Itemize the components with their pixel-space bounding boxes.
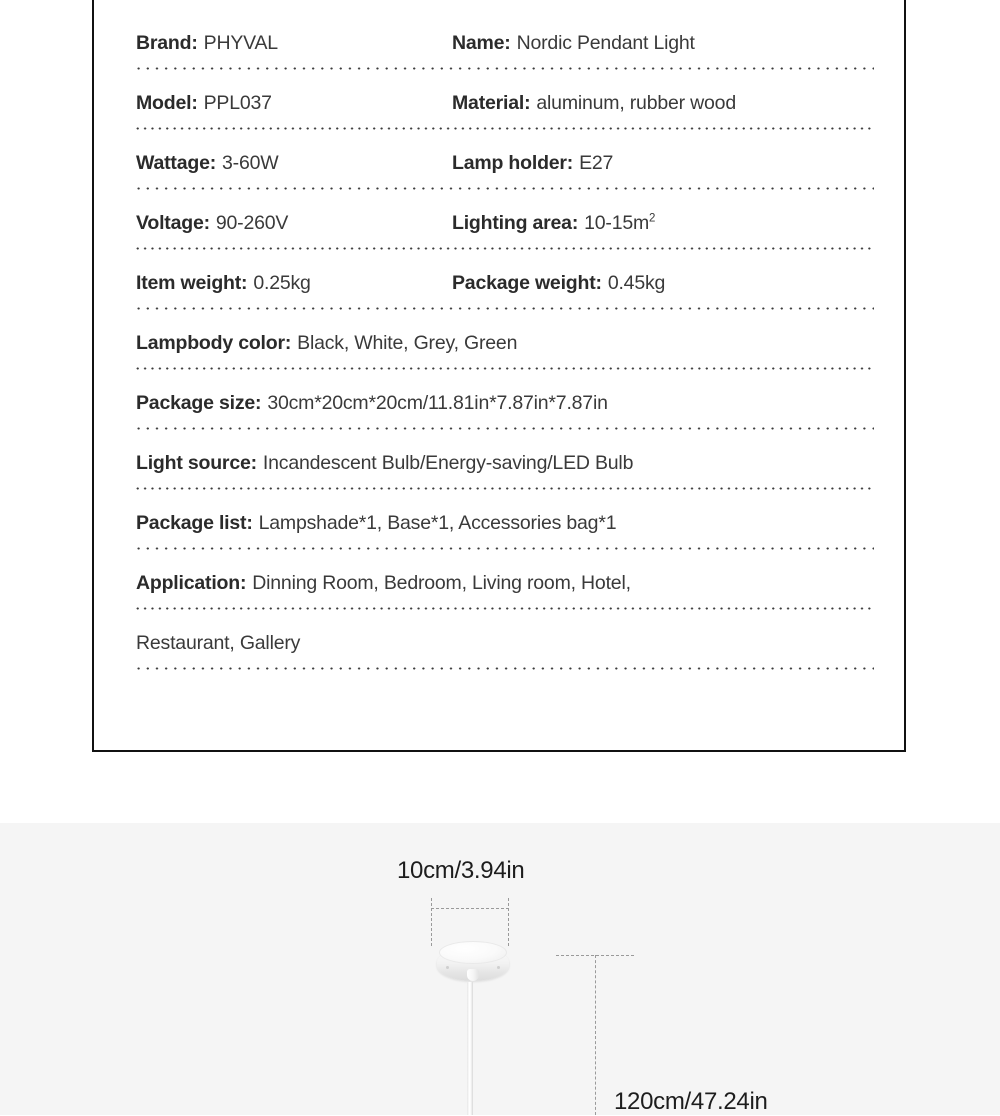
spec-cell-voltage xyxy=(136,212,288,235)
table-row xyxy=(134,84,874,144)
row-separator xyxy=(134,127,874,130)
spec-label: Package size: xyxy=(136,391,262,414)
spec-cell-package-list xyxy=(136,512,616,535)
spec-value: 0.45kg xyxy=(607,271,666,294)
spec-value: 3-60W xyxy=(222,151,279,174)
table-row xyxy=(134,324,874,384)
spec-label: Material: xyxy=(452,91,531,114)
table-row xyxy=(134,384,874,444)
canopy-diameter-label: 10cm/3.94in xyxy=(397,857,525,884)
table-row xyxy=(134,144,874,204)
spec-value-text: 10-15m xyxy=(584,211,650,234)
canopy-width-guide-left xyxy=(431,898,432,946)
spec-cell-lamp-holder xyxy=(452,152,613,175)
canopy-top-face xyxy=(439,941,507,964)
spec-label: Package list: xyxy=(136,511,253,534)
spec-value: PHYVAL xyxy=(203,31,278,54)
canopy-cord-grip xyxy=(467,969,479,981)
canopy-width-guide-right xyxy=(508,898,509,946)
row-separator xyxy=(134,427,874,430)
spec-cell-wattage xyxy=(136,152,278,175)
row-separator xyxy=(134,187,874,190)
spec-label: Model: xyxy=(136,91,198,114)
spec-label: Package weight: xyxy=(452,271,602,294)
table-row xyxy=(134,624,874,684)
spec-label: Light source: xyxy=(136,451,257,474)
spec-label: Lighting area: xyxy=(452,211,579,234)
spec-value: E27 xyxy=(579,151,614,174)
spec-value xyxy=(584,212,655,235)
row-separator xyxy=(134,607,874,610)
spec-cell-brand xyxy=(136,32,278,55)
spec-label: Wattage: xyxy=(136,151,217,174)
spec-cell-model xyxy=(136,92,272,115)
spec-cell-lighting-area xyxy=(452,212,655,235)
row-separator xyxy=(134,247,874,250)
spec-cell-lampbody-color xyxy=(136,332,517,355)
spec-value: PPL037 xyxy=(203,91,272,114)
spec-label: Lampbody color: xyxy=(136,331,292,354)
spec-cell-item-weight xyxy=(136,272,311,295)
cord-drop-dimension-line xyxy=(595,955,596,1115)
spec-label: Lamp holder: xyxy=(452,151,574,174)
pendant-cord xyxy=(467,982,473,1115)
spec-cell-light-source xyxy=(136,452,633,475)
spec-cell-package-weight xyxy=(452,272,665,295)
spec-value: Lampshade*1, Base*1, Accessories bag*1 xyxy=(258,511,617,534)
spec-label: Application: xyxy=(136,571,247,594)
canopy-screw-right xyxy=(497,966,500,969)
spec-cell-application xyxy=(136,572,631,595)
table-row xyxy=(134,564,874,624)
spec-value: Restaurant, Gallery xyxy=(136,631,301,654)
spec-cell-package-size xyxy=(136,392,608,415)
spec-value: 30cm*20cm*20cm/11.81in*7.87in*7.87in xyxy=(267,391,608,414)
canopy-screw-left xyxy=(446,966,449,969)
spec-label: Voltage: xyxy=(136,211,210,234)
row-separator xyxy=(134,307,874,310)
row-separator xyxy=(134,547,874,550)
ceiling-canopy xyxy=(437,941,509,985)
spec-label: Name: xyxy=(452,31,511,54)
table-row xyxy=(134,504,874,564)
spec-cell-application-continued xyxy=(136,632,300,655)
spec-value: aluminum, rubber wood xyxy=(536,91,736,114)
table-row xyxy=(134,24,874,84)
row-separator xyxy=(134,367,874,370)
table-row xyxy=(134,444,874,504)
cord-drop-label: 120cm/47.24in xyxy=(614,1088,768,1115)
row-separator xyxy=(134,67,874,70)
row-separator xyxy=(134,487,874,490)
spec-cell-material xyxy=(452,92,736,115)
spec-label: Item weight: xyxy=(136,271,248,294)
spec-label: Brand: xyxy=(136,31,198,54)
spec-cell-name xyxy=(452,32,695,55)
spec-value: Nordic Pendant Light xyxy=(516,31,695,54)
spec-value: Dinning Room, Bedroom, Living room, Hotel, xyxy=(252,571,631,594)
canopy-width-dimension-line xyxy=(431,908,509,909)
table-row xyxy=(134,264,874,324)
spec-value-superscript: 2 xyxy=(649,212,656,224)
spec-value: Black, White, Grey, Green xyxy=(297,331,518,354)
specification-table xyxy=(134,24,874,684)
spec-value: 0.25kg xyxy=(253,271,311,294)
spec-value: 90-260V xyxy=(215,211,289,234)
specification-card xyxy=(92,0,906,752)
row-separator xyxy=(134,667,874,670)
table-row xyxy=(134,204,874,264)
spec-value: Incandescent Bulb/Energy-saving/LED Bulb xyxy=(262,451,634,474)
